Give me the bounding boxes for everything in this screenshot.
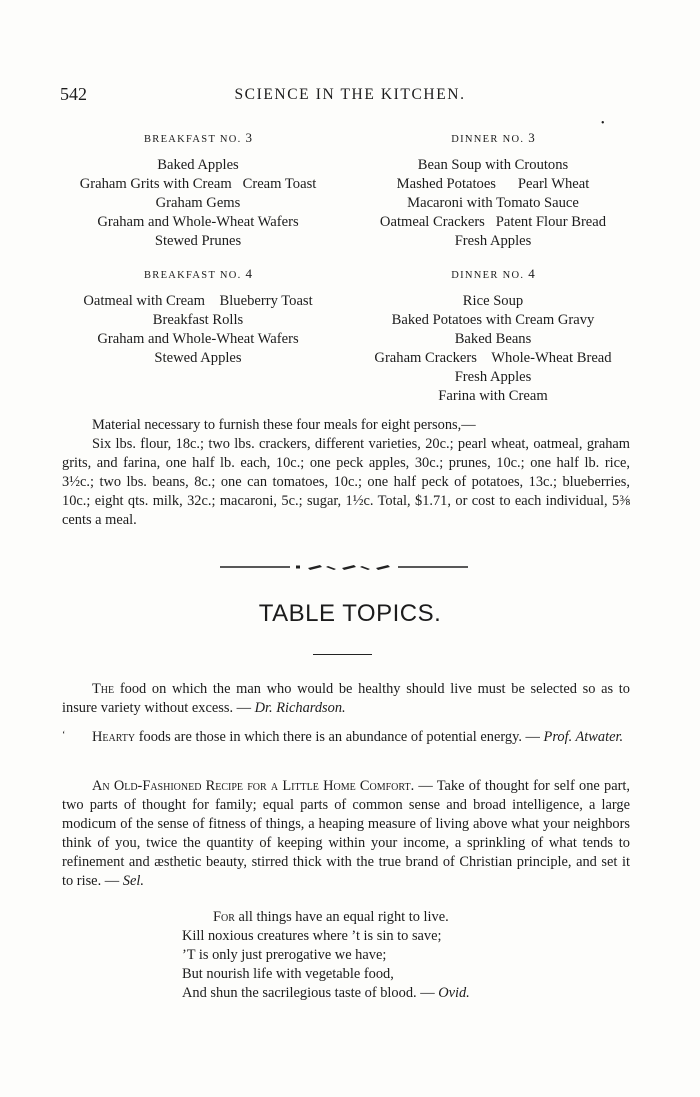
section-title: TABLE TOPICS. bbox=[258, 600, 442, 627]
menu-item: Graham Gems bbox=[155, 195, 241, 211]
materials-intro: Material necessary to furnish these four meals for eight persons,— bbox=[92, 417, 476, 433]
poem-line: But nourish life with vegetable food, bbox=[182, 966, 394, 982]
materials-paragraph bbox=[62, 416, 630, 530]
poem-line-text: And shun the sacrilegious taste of blood. — bbox=[182, 985, 439, 1001]
menu-item: Farina with Cream bbox=[438, 388, 548, 404]
menu-item: Graham Crackers Whole-Wheat Bread bbox=[374, 350, 612, 366]
menu-item: Baked Apples bbox=[157, 157, 239, 173]
menu-item: Graham Grits with Cream Cream Toast bbox=[79, 176, 317, 192]
poem-line bbox=[182, 984, 470, 1003]
menu-heading bbox=[48, 128, 348, 149]
menu-heading-number: 3 bbox=[245, 130, 253, 145]
attribution: Sel. bbox=[122, 873, 144, 889]
title-rule bbox=[313, 654, 372, 655]
poem-line: ’T is only just prerogative we have; bbox=[182, 947, 387, 963]
menu-heading-number: 3 bbox=[528, 130, 535, 145]
attribution: Dr. Richardson. bbox=[254, 700, 346, 716]
menu-item: Oatmeal with Cream Blueberry Toast bbox=[83, 293, 313, 309]
topic-text: food on which the man who would be healthy should live must be selected so as to insure variety without excess. — bbox=[62, 681, 630, 716]
menu-heading-number: 4 bbox=[528, 266, 535, 281]
menu-item: Fresh Apples bbox=[454, 233, 532, 249]
recipe-heading: An Old-Fashioned Recipe for a Little Home Comfort. bbox=[92, 778, 415, 794]
print-speck: • bbox=[601, 118, 605, 129]
menu-heading bbox=[343, 264, 643, 285]
menu-heading-label: BREAKFAST NO. bbox=[143, 270, 242, 281]
menu-item: Mashed Potatoes Pearl Wheat bbox=[396, 176, 590, 192]
menu-dinner-3 bbox=[343, 128, 643, 251]
print-mark: ʻ bbox=[62, 730, 66, 741]
topic-richardson bbox=[62, 680, 630, 718]
topic-recipe bbox=[62, 777, 630, 891]
poem-line: Kill noxious creatures where ’t is sin to save; bbox=[182, 928, 442, 944]
ornament-divider bbox=[220, 560, 468, 574]
attribution: Ovid. bbox=[438, 985, 470, 1001]
menu-item: Oatmeal Crackers Patent Flour Bread bbox=[379, 214, 607, 230]
materials-list: Six lbs. flour, 18c.; two lbs. crackers, different varieties, 20c.; pearl wheat, oatmeal, graham grits, and farina, one half lb. each, 10c.; one peck apples, 30c.; prunes, 10c.; one half lb. rice, 3½c.; two lbs. beans, 8c.; one can tomatoes, 10c.; one half peck of potatoes, 13c.; blueberries, 10c.; eight qts. milk, 32c.; macaroni, 5c.; sugar, 1½c. Total, $1.71, or cost to each individual, 5⅜ cents a meal. bbox=[62, 436, 630, 528]
menu-item: Fresh Apples bbox=[454, 369, 532, 385]
menu-item: Breakfast Rolls bbox=[152, 312, 244, 328]
menu-breakfast-3 bbox=[48, 128, 348, 251]
menu-heading-label: DINNER NO. bbox=[451, 270, 525, 281]
menu-item: Graham and Whole-Wheat Wafers bbox=[97, 331, 299, 347]
menu-dinner-4 bbox=[343, 264, 643, 406]
menu-heading-label: BREAKFAST NO. bbox=[143, 134, 242, 145]
menu-item: Stewed Prunes bbox=[154, 233, 242, 249]
menu-breakfast-4 bbox=[48, 264, 348, 368]
topic-text: — Take of thought for self one part, two parts of thought for family; equal parts of common sense and broad intelligence, a large modicum of the sense of fitness of things, a heaping measure of living above what your neighbors think of you, twice the quantity of keeping within your income, a sprinkling of what tends to refinement and æsthetic beauty, stirred thick with the true brand of Christian principle, and set it to rise. — bbox=[62, 778, 630, 889]
topic-atwater bbox=[62, 728, 630, 747]
menu-item: Bean Soup with Croutons bbox=[417, 157, 569, 173]
attribution: Prof. Atwater. bbox=[543, 729, 624, 745]
poem-line bbox=[182, 908, 470, 927]
menu-heading bbox=[48, 264, 348, 285]
menu-item: Stewed Apples bbox=[154, 350, 242, 366]
menu-heading bbox=[343, 128, 643, 149]
menu-item: Macaroni with Tomato Sauce bbox=[407, 195, 579, 211]
lead-word: The bbox=[92, 681, 115, 697]
topic-text: foods are those in which there is an abundance of potential energy. — bbox=[135, 729, 544, 745]
menu-item: Rice Soup bbox=[462, 293, 524, 309]
menu-heading-label: DINNER NO. bbox=[451, 134, 525, 145]
menu-item: Baked Potatoes with Cream Gravy bbox=[391, 312, 595, 328]
menu-heading-number: 4 bbox=[245, 266, 253, 281]
menu-item: Graham and Whole-Wheat Wafers bbox=[97, 214, 299, 230]
menu-item: Baked Beans bbox=[454, 331, 532, 347]
poem bbox=[182, 908, 470, 1003]
poem-line-text: all things have an equal right to live. bbox=[234, 909, 449, 925]
lead-word: Hearty bbox=[92, 729, 136, 745]
page-number: 542 bbox=[60, 84, 87, 104]
running-title: SCIENCE IN THE KITCHEN. bbox=[234, 86, 466, 103]
lead-word: For bbox=[213, 909, 235, 925]
